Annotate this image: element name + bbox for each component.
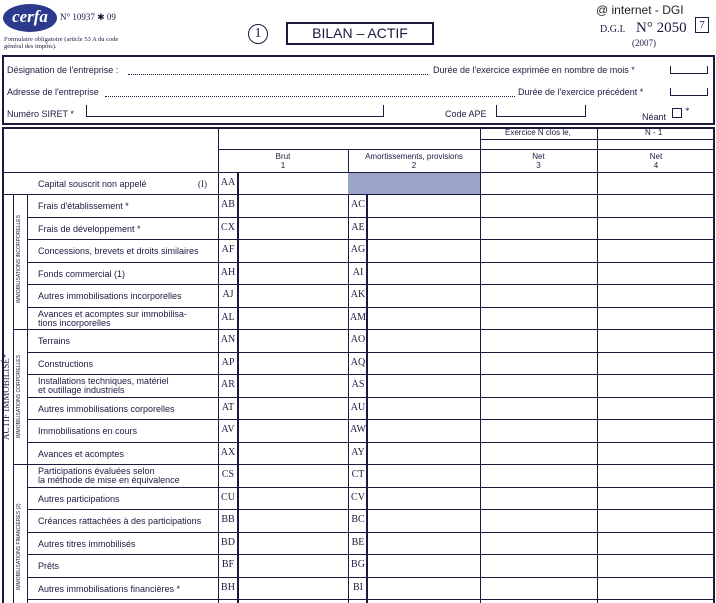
net-cell[interactable] [481,263,597,284]
row-code-amort: AQ [350,356,366,368]
actif-side-text: ACTIF IMMOBILISÉ* [1,353,11,440]
net2-cell[interactable] [598,510,715,531]
designation-label: Désignation de l'entreprise : [7,65,119,75]
row-code-amort: AM [349,311,367,323]
net-cell[interactable] [481,443,597,464]
row-code-brut: CU [221,491,235,503]
row-code-amort: CV [351,491,365,503]
net-cell[interactable] [481,398,597,419]
net-cell[interactable] [481,308,597,329]
brut-cell[interactable] [239,353,348,374]
amort-cell[interactable] [368,420,480,441]
row-code-brut: AH [220,266,236,278]
row-code-amort: AW [350,424,366,435]
brut-cell[interactable] [239,240,348,261]
net-cell[interactable] [481,375,597,396]
row-label: Autres immobilisations incorporelles [38,291,182,301]
amort-cell[interactable] [368,398,480,419]
row-code-brut: AV [221,424,235,435]
row-code-brut: AR [221,379,235,390]
neant-label: Néant [642,112,667,122]
net-cell[interactable] [481,510,597,531]
amort-header: Amortissements, provisions [365,152,463,161]
net-cell[interactable] [481,555,597,576]
row-label [38,310,187,328]
row-label [38,467,180,485]
incorporelles-side-text: IMMOBILISATIONS INCORPORELLES [16,215,22,303]
amort-cell[interactable] [368,218,480,239]
amort-cell[interactable] [368,353,480,374]
net-header: Net [532,152,545,161]
row-code-amort: AE [351,221,365,233]
net-number: 3 [536,161,541,170]
row-code-brut: AL [221,311,235,323]
amort-cell[interactable] [368,465,480,486]
row-code-brut: AX [220,446,236,458]
row-code-amort: BG [351,559,365,570]
financieres-side-text: IMMOBILISATIONS FINANCIÈRES (2) [16,503,22,590]
net2-cell[interactable] [598,285,715,306]
row-code-brut: AT [221,401,235,413]
amort-cell[interactable] [368,330,480,351]
row-code-brut: BB [221,514,235,525]
amort-cell[interactable] [368,533,480,554]
net-cell[interactable] [481,353,597,374]
row-label: Autres participations [38,493,120,504]
form-year: (2007) [632,38,656,48]
page-title: BILAN – ACTIF [286,22,434,45]
designation-field[interactable] [128,74,428,75]
adresse-label: Adresse de l'entreprise [7,87,99,97]
net-cell[interactable] [481,330,597,351]
row-label: Frais d'établissement * [38,201,129,211]
brut-cell[interactable] [239,285,348,306]
row-code-brut: CX [221,221,235,233]
source-label: @ internet - DGI [596,3,684,17]
row-label [38,377,169,395]
net-cell[interactable] [481,420,597,441]
row-label: Autres immobilisations corporelles [38,403,175,414]
row-label: Constructions [38,358,94,369]
net2-cell[interactable] [598,533,715,554]
row-code-amort: AG [350,244,366,255]
row-code-brut: CS [221,469,235,480]
row-code-amort: BC [351,514,365,525]
net2-cell[interactable] [598,218,715,239]
n-minus-1-label: N - 1 [645,128,663,137]
row-code-brut: AN [220,334,236,345]
row-label: Concessions, brevets et droits similaires [38,246,199,256]
net2-cell[interactable] [598,398,715,419]
row-label: Prêts [38,561,60,571]
corporelles-side-text: IMMOBILISATIONS CORPORELLES [16,355,22,438]
brut-cell[interactable] [239,443,348,464]
duree-field[interactable] [670,66,708,74]
row-code-brut: AJ [222,289,234,300]
net2-cell[interactable] [598,420,715,441]
row-code-brut: BF [221,559,235,570]
brut-cell[interactable] [239,465,348,486]
capital-shaded-cell [348,173,480,194]
row-label-line1: Participations évaluées selon [38,466,155,476]
row-code-brut: AP [221,356,235,368]
row-divider [27,599,715,600]
row-code-brut: AF [221,244,235,255]
side-line [13,194,14,603]
row-label-line2: et outillage industriels [38,385,125,395]
row-label-line2: la méthode de mise en équivalence [38,475,180,485]
row-code-amort: BE [351,536,365,548]
net-cell[interactable] [481,218,597,239]
duree-prec-field[interactable] [670,88,708,96]
row-code-amort: AI [352,266,364,278]
neant-star: * [685,106,690,116]
row-label-line2: tions incorporelles [38,317,111,328]
row-label: Frais de développement * [38,223,141,234]
amort-cell[interactable] [368,195,480,216]
side-sep-1 [13,329,28,330]
form-note: Formulaire obligatoire (article 53 A du code général des impôts). [4,36,119,50]
brut-cell[interactable] [239,263,348,284]
net-cell[interactable] [481,578,597,599]
amort-cell[interactable] [368,240,480,261]
net2-cell[interactable] [598,555,715,576]
row-code-brut: BH [221,581,235,593]
net2-cell[interactable] [598,353,715,374]
row-code-amort: AU [350,401,366,413]
row-code-amort: AS [351,379,365,390]
row-code-amort: AC [351,199,365,210]
row-code-brut: BD [221,536,235,548]
brut-cell[interactable] [239,218,348,239]
net2-cell[interactable] [598,375,715,396]
row-label: Terrains [38,336,71,346]
brut-number: 1 [280,161,286,170]
net2-cell[interactable] [598,443,715,464]
amort-cell[interactable] [368,510,480,531]
brut-cell[interactable] [239,555,348,576]
duree-prec-label: Durée de l'exercice précédent * [518,87,644,97]
net2-cell[interactable] [598,263,715,284]
amort-cell[interactable] [368,375,480,396]
amort-cell[interactable] [368,285,480,306]
row-label: Immobilisations en cours [38,426,138,436]
row-label: Avances et acomptes [38,448,124,459]
net2-cell[interactable] [598,578,715,599]
capital-label: Capital souscrit non appelé [38,179,147,189]
page-box: 7 [695,17,709,33]
row-label-line1: Avances et acomptes sur immobilisa- [38,308,187,319]
brut-cell[interactable] [239,398,348,419]
amort-cell[interactable] [368,578,480,599]
amort-cell[interactable] [368,263,480,284]
net-cell[interactable] [481,195,597,216]
brut-cell[interactable] [239,330,348,351]
row-label: Autres immobilisations financières * [38,583,181,594]
brut-cell[interactable] [239,420,348,441]
net2-cell[interactable] [598,195,715,216]
amort-cell[interactable] [368,443,480,464]
net-cell[interactable] [481,240,597,261]
brut-header: Brut [275,152,291,161]
row-code-amort: AK [350,289,366,300]
brut-cell[interactable] [239,578,348,599]
row-code-amort: AO [350,334,366,345]
net2-cell[interactable] [598,330,715,351]
amort-cell[interactable] [368,488,480,509]
brut-cell[interactable] [239,510,348,531]
form-number: N° 10937 ✱ 09 [60,12,116,22]
amort-number: 2 [411,161,417,170]
row-code-brut: AB [221,199,235,210]
brut-cell[interactable] [239,308,348,329]
row-label: Créances rattachées à des participations [38,516,202,526]
amort-cell[interactable] [368,308,480,329]
row-label-line1: Installations techniques, matériel [38,376,169,386]
brut-cell[interactable] [239,375,348,396]
row-label: Autres titres immobilisés [38,538,136,549]
neant-checkbox[interactable] [672,108,682,118]
row-code-amort: AY [351,446,365,458]
net-cell[interactable] [481,533,597,554]
net2-cell[interactable] [598,308,715,329]
brut-cell[interactable] [239,195,348,216]
net-cell[interactable] [481,488,597,509]
net-cell[interactable] [481,465,597,486]
adresse-field[interactable] [105,96,515,97]
capital-ref: (I) [198,179,207,189]
brut-cell[interactable] [239,488,348,509]
amort-cell[interactable] [368,555,480,576]
ape-field[interactable] [496,105,586,117]
net2-cell[interactable] [598,488,715,509]
net2-number: 4 [653,161,659,170]
dgi-label: D.G.I. [600,24,626,35]
siret-label: Numéro SIRET * [7,109,74,119]
row-code-amort: BI [353,581,363,593]
exercice-label: Exercice N clos le, [505,128,571,137]
cerfa-logo: cerfa [3,4,57,32]
duree-label: Durée de l'exercice exprimée en nombre de mois * [433,65,635,75]
row-code-amort: CT [351,469,365,480]
brut-cell[interactable] [239,533,348,554]
section-number: 1 [248,24,268,44]
net-cell[interactable] [481,285,597,306]
net2-cell[interactable] [598,240,715,261]
header-line [218,149,715,150]
side-sep-2 [13,464,28,465]
side-line-2 [27,194,28,603]
dgi-number: N° 2050 [636,20,687,36]
net2-cell[interactable] [598,465,715,486]
capital-code: AA [220,177,236,188]
row-label: Fonds commercial (1) [38,268,126,279]
siret-field[interactable] [86,105,384,117]
ape-label: Code APE [445,109,487,119]
net2-header: Net [649,152,663,161]
